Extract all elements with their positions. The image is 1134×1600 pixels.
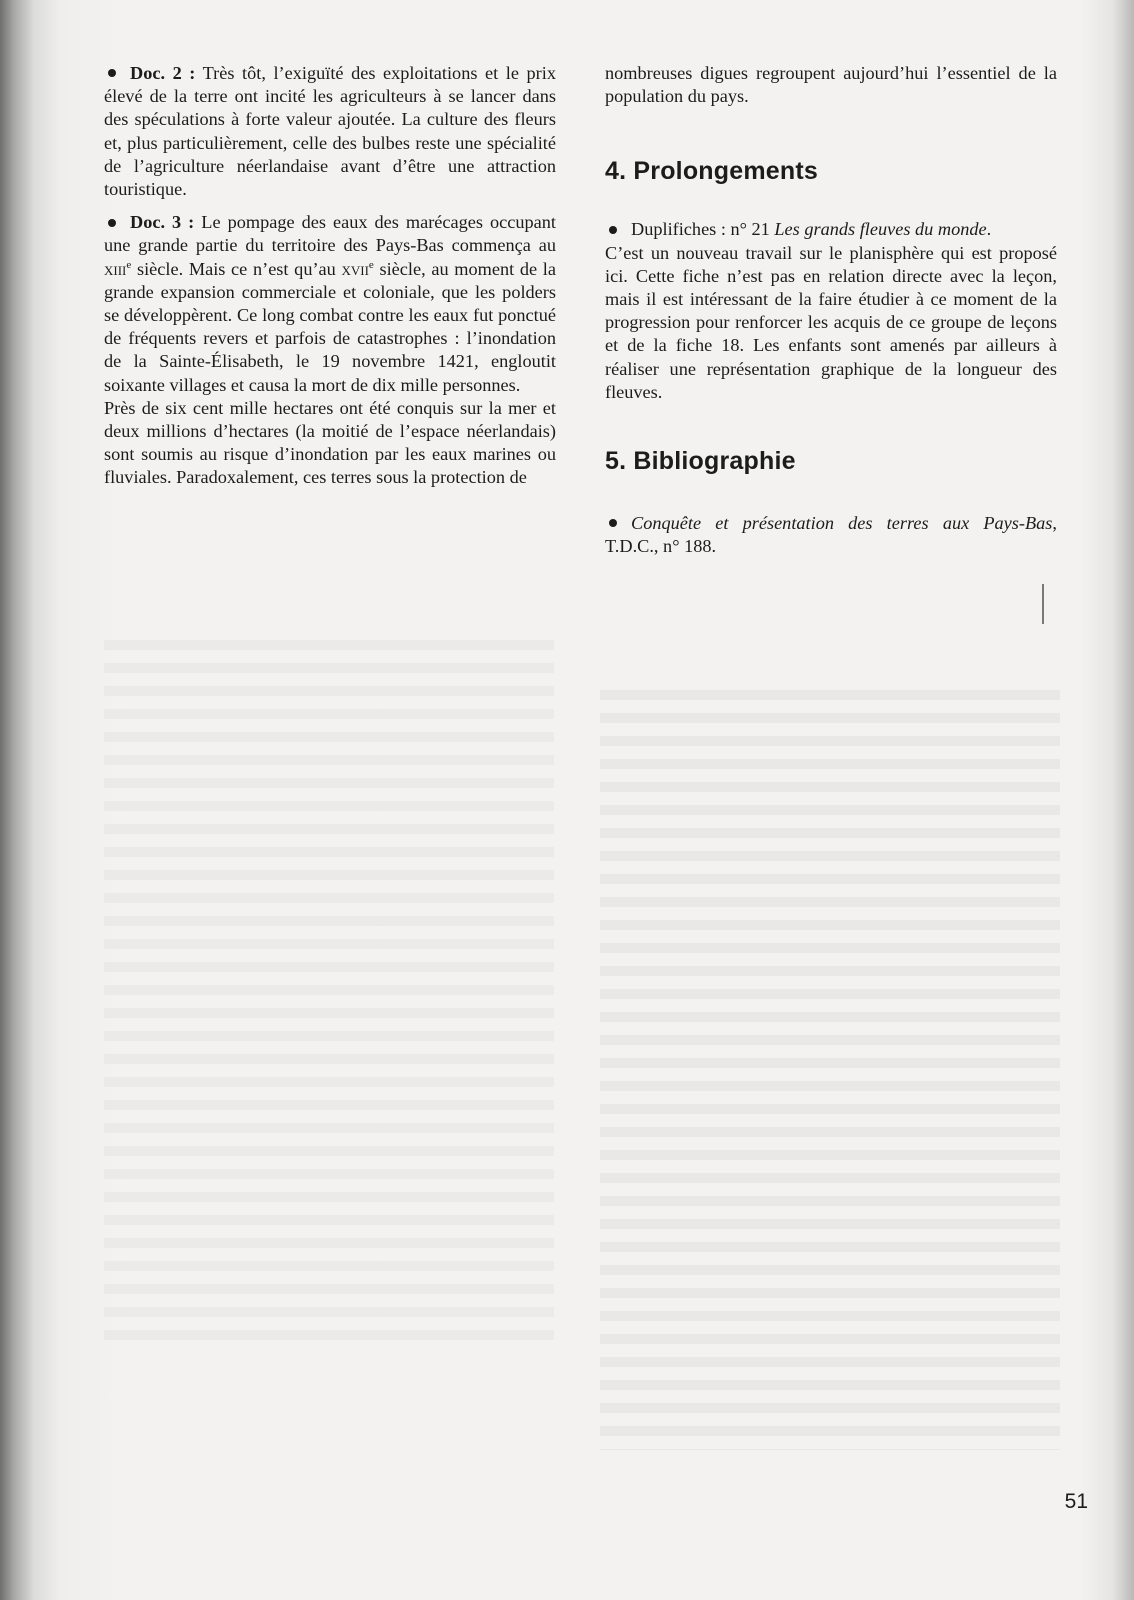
bullet-icon [609, 226, 617, 234]
bibliography-title: Conquête et présentation des terres aux Pays-Bas [631, 513, 1053, 534]
doc3-label: Doc. 3 : [130, 212, 195, 233]
doc2-paragraph [104, 62, 556, 201]
polders-paragraph: Près de six cent mille hectares ont été conquis sur la mer et deux millions d’hectares (la moitié de l’espace néerlandais) sont soumis au risque d’inondation par les eaux marines ou fluviales. Paradoxalement, ces terres sous la protection de [104, 397, 556, 488]
duplifiches-end: . [986, 219, 992, 240]
bibliography-item [605, 512, 1057, 558]
doc2-label: Doc. 2 : [130, 63, 196, 83]
section-heading-prolongements: 4. Prolongements [605, 157, 818, 186]
bibliography-source: , T.D.C., n° 188. [605, 513, 1057, 557]
duplifiches-lead: Duplifiches : n° 21 [631, 219, 775, 240]
century-17-sup: e [368, 258, 374, 271]
century-13: xiii [104, 258, 127, 279]
section-heading-bibliographie: 5. Bibliographie [605, 447, 796, 476]
show-through-texture [104, 640, 554, 1340]
doc3-text-a: Le pompage des eaux des marécages occupant une grande partie du territoire des Pays-Bas commença au [104, 212, 556, 256]
doc3-text-b: siècle. Mais ce n’est qu’au [131, 258, 342, 279]
right-column [605, 62, 1057, 568]
continuation-paragraph: nombreuses digues regroupent aujourd’hui l’essentiel de la population du pays. [605, 63, 1057, 107]
margin-mark [1042, 584, 1044, 624]
duplifiches-item [605, 218, 1057, 241]
doc2-text: Très tôt, l’exiguïté des exploitations et le prix élevé de la terre ont incité les agriculteurs à se lancer dans des spéculations à forte valeur ajoutée. La culture des fleurs et, plus particulièrement, celle des bulbes reste une spécialité de l’agriculture néerlandaise avant d’être une attraction touristique. [104, 63, 556, 200]
duplifiches-title: Les grands fleuves du monde [774, 219, 987, 240]
show-through-texture [600, 690, 1060, 1450]
left-column [104, 62, 556, 500]
bullet-icon [108, 219, 116, 227]
doc3-paragraph [104, 211, 556, 397]
bullet-icon [108, 69, 116, 77]
bullet-icon [609, 519, 617, 527]
page-number: 51 [1064, 1490, 1088, 1513]
doc3-text-c: siècle, au moment de la grande expansion commerciale et coloniale, que les polders se développèrent. Ce long combat contre les eaux fut ponctué de fréquents revers et parfois de catastrophes : l’inondation de la Sainte-Élisabeth, le 19 novembre 1421, engloutit soixante villages et causa la mort de dix mille personnes. [104, 258, 556, 395]
prolongements-paragraph: C’est un nouveau travail sur le planisphère qui est proposé ici. Cette fiche n’est pas en relation directe avec la leçon, mais il est intéressant de la faire étudier à ce moment de la progression pour renforcer les acquis de ce groupe de leçons et de la fiche 18. Les enfants sont amenés par ailleurs à réaliser une représentation graphique de la longueur des fleuves. [605, 242, 1057, 402]
century-13-sup: e [126, 258, 132, 271]
century-17: xvii [341, 258, 369, 279]
